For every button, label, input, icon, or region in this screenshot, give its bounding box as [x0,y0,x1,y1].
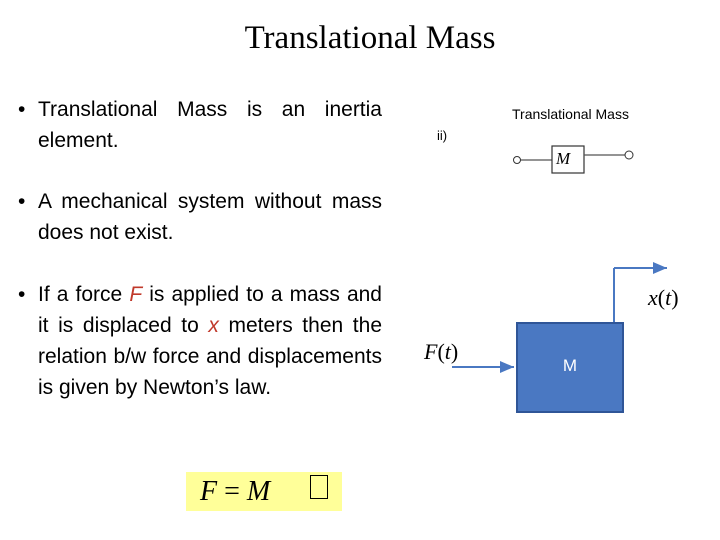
diagram-number: ii) [437,128,448,143]
force-arg: t [444,339,451,364]
bullet-text: If a force [38,283,130,306]
mass-block-label: M [562,356,578,375]
equation-rhs: M [246,476,271,507]
force-fn: F [424,339,438,364]
force-variable: F [129,283,143,306]
bullet-inertia: • Translational Mass is an inertia element. [18,94,382,156]
force-label: F(t) [424,339,459,364]
page-title: Translational Mass [244,20,496,56]
diagram-title: Translational Mass [512,106,629,122]
bullet-text: is applied to a mass and it is displaced to [38,283,382,337]
bullet-mass-exists: • A mechanical system without mass does not exist. [18,186,382,248]
displacement-fn: x [648,285,658,310]
equation-lhs: F [200,476,218,507]
small-mass-label: M [556,149,571,168]
displacement-arg: t [665,285,672,310]
small-mass-symbol [514,146,634,173]
equation-equals: = [224,476,240,507]
displacement-variable: x [208,314,219,337]
displacement-label: x(t) [648,285,679,310]
bullet-text: meters then the relation b/w force and displacements is given by Newton’s law. [38,314,382,399]
